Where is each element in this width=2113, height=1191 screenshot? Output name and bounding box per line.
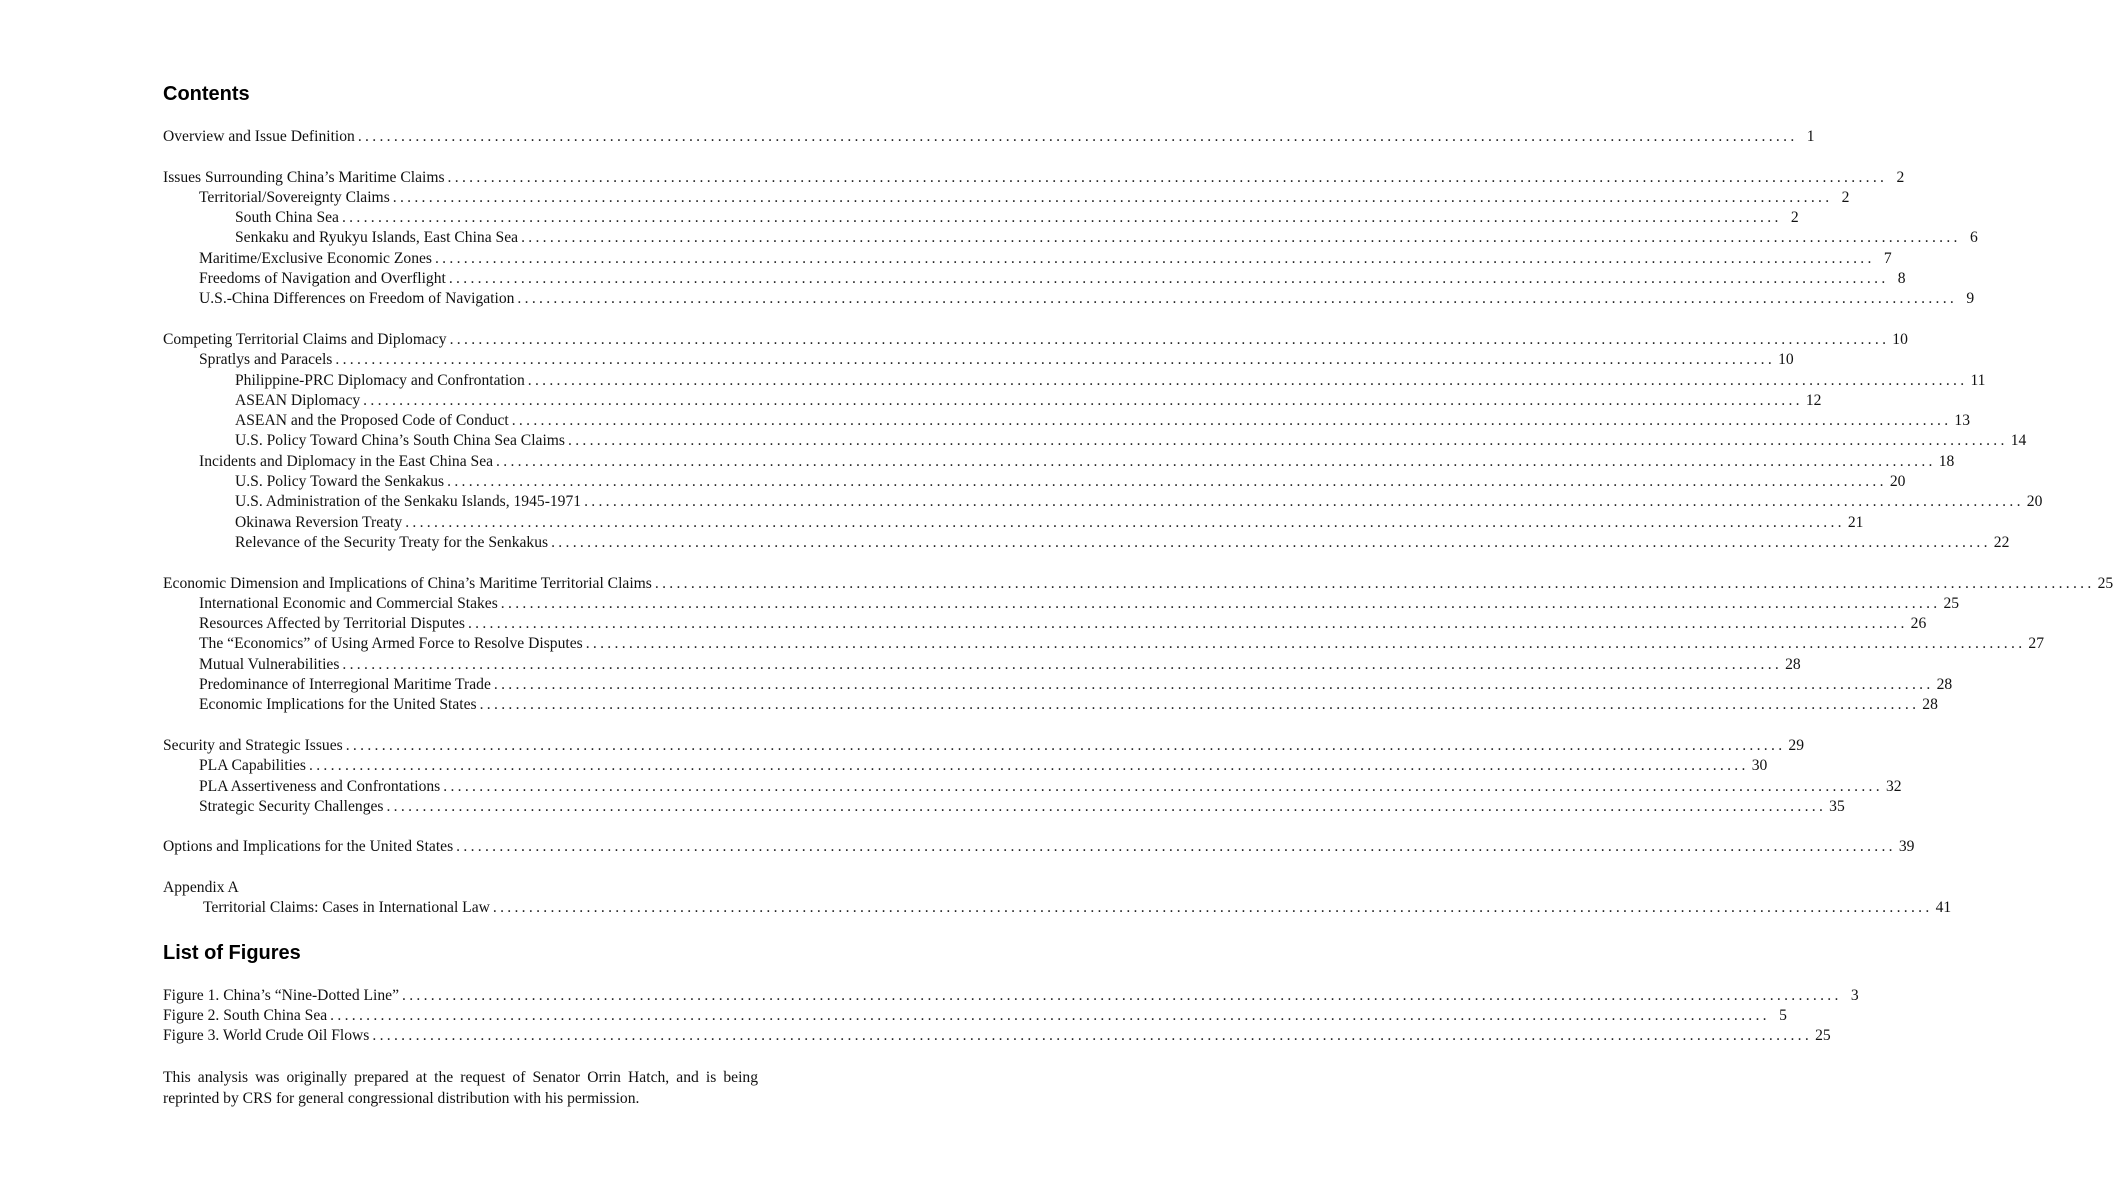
figures-heading: List of Figures — [163, 941, 301, 964]
dot-leader: ........................................................................................................................................................................................................ — [372, 1027, 1813, 1045]
dot-leader: ........................................................................................................................................................................................................ — [496, 452, 1936, 470]
toc-entry[interactable] — [163, 986, 1859, 1006]
toc-entry-page: 8 — [1897, 270, 1906, 288]
dot-leader: ........................................................................................................................................................................................................ — [363, 391, 1803, 409]
toc-entry-page: 35 — [1829, 797, 1845, 815]
dot-leader: ........................................................................................................................................................................................................ — [392, 188, 1833, 206]
dot-leader: ........................................................................................................................................................................................................ — [341, 209, 1782, 227]
toc-entry[interactable] — [163, 411, 1971, 431]
toc-entry[interactable] — [163, 289, 1975, 309]
toc-entry[interactable] — [163, 431, 2027, 451]
toc-entry-title: Maritime/Exclusive Economic Zones — [199, 249, 432, 267]
toc-section — [163, 330, 2043, 553]
toc-entry[interactable] — [163, 208, 1799, 228]
toc-section — [163, 127, 1815, 147]
toc-entry[interactable] — [163, 188, 1850, 208]
toc-entry-page: 26 — [1910, 615, 1927, 633]
dot-leader: ........................................................................................................................................................................................................ — [330, 1007, 1770, 1025]
toc-entry-title: Mutual Vulnerabilities — [199, 655, 340, 673]
toc-entry-title: Spratlys and Paracels — [199, 351, 333, 369]
toc-entry-title: PLA Assertiveness and Confrontations — [199, 777, 441, 795]
toc-entry[interactable] — [163, 1026, 1831, 1046]
toc-entry[interactable] — [163, 675, 1953, 695]
toc-entry-title: Relevance of the Security Treaty for the Senkakus — [235, 533, 549, 551]
dot-leader: ........................................................................................................................................................................................................ — [456, 838, 1896, 856]
toc-entry[interactable] — [163, 472, 1906, 492]
toc-entry-page: 11 — [1970, 371, 1986, 389]
toc-entry-page: 13 — [1954, 412, 1971, 430]
dot-leader: ........................................................................................................................................................................................................ — [527, 371, 1968, 389]
toc-entry[interactable] — [163, 634, 2044, 654]
toc-entry-page: 2 — [1841, 188, 1850, 206]
toc-entry[interactable] — [163, 898, 1952, 918]
toc-entry-page: 18 — [1938, 452, 1955, 470]
dot-leader: ........................................................................................................................................................................................................ — [521, 229, 1961, 247]
toc-entry[interactable] — [163, 249, 1892, 269]
toc-entry-title: Strategic Security Challenges — [199, 797, 384, 815]
dot-leader: ........................................................................................................................................................................................................ — [584, 493, 2024, 511]
toc-entry-page: 1 — [1806, 128, 1815, 145]
dot-leader: ........................................................................................................................................................................................................ — [447, 168, 1888, 186]
dot-leader: ........................................................................................................................................................................................................ — [467, 615, 1908, 633]
toc-entry-title: Overview and Issue Definition — [163, 128, 355, 145]
toc-entry-title: Options and Implications for the United States — [163, 838, 454, 856]
dot-leader: ........................................................................................................................................................................................................ — [434, 249, 1875, 267]
toc-entry[interactable] — [163, 350, 1794, 370]
toc-entry-title: Senkaku and Ryukyu Islands, East China Sea — [235, 229, 519, 247]
toc-entry-title: Figure 2. South China Sea — [163, 1007, 328, 1025]
dot-leader: ........................................................................................................................................................................................................ — [511, 412, 1952, 430]
dot-leader: ........................................................................................................................................................................................................ — [402, 986, 1842, 1004]
list-of-figures — [163, 986, 1859, 1047]
appendix-label: Appendix A — [163, 878, 239, 896]
toc-entry-title: International Economic and Commercial Stakes — [199, 594, 498, 612]
toc-entry-page: 27 — [2028, 635, 2044, 653]
dot-leader: ........................................................................................................................................................................................................ — [447, 473, 1887, 491]
toc-entry-title: Freedoms of Navigation and Overflight — [199, 270, 446, 288]
toc-entry-title: The “Economics” of Using Armed Force to Resolve Disputes — [199, 635, 583, 653]
dot-leader: ........................................................................................................................................................................................................ — [443, 777, 1883, 795]
table-of-contents — [163, 127, 2113, 858]
toc-entry-page: 30 — [1751, 757, 1768, 775]
toc-entry-title: ASEAN and the Proposed Code of Conduct — [235, 412, 509, 430]
toc-entry[interactable] — [163, 655, 1801, 675]
toc-entry-title: Security and Strategic Issues — [163, 736, 343, 754]
toc-entry-page: 21 — [1847, 513, 1864, 531]
toc-entry-page: 22 — [1993, 533, 2010, 551]
toc-entry[interactable] — [163, 695, 1938, 715]
toc-entry-page: 41 — [1935, 899, 1952, 917]
toc-entry[interactable] — [163, 797, 1845, 817]
toc-entry-page: 25 — [2097, 574, 2113, 592]
toc-section — [163, 837, 1915, 857]
toc-entry[interactable] — [163, 168, 1905, 188]
toc-entry-title: U.S.-China Differences on Freedom of Navigation — [199, 290, 515, 308]
toc-entry-title: Issues Surrounding China’s Maritime Claims — [163, 168, 445, 186]
dot-leader: ........................................................................................................................................................................................................ — [335, 351, 1776, 369]
toc-entry[interactable] — [163, 736, 1804, 756]
dot-leader: ........................................................................................................................................................................................................ — [449, 330, 1890, 348]
toc-entry-page: 20 — [1889, 473, 1906, 491]
toc-entry[interactable] — [163, 756, 1768, 776]
dot-leader: ........................................................................................................................................................................................................ — [309, 757, 1749, 775]
toc-entry-title: Competing Territorial Claims and Diplomacy — [163, 330, 447, 348]
toc-entry-page: 10 — [1892, 330, 1908, 348]
dot-leader: ........................................................................................................................................................................................................ — [492, 899, 1933, 917]
authorship-note: This analysis was originally prepared at the request of Senator Orrin Hatch, and is being reprinted by CRS for general congressional distribution with his permission. — [163, 1068, 758, 1107]
document-page — [163, 80, 2113, 1109]
dot-leader: ........................................................................................................................................................................................................ — [345, 736, 1786, 754]
toc-entry[interactable] — [163, 777, 1902, 797]
toc-entry-title: Resources Affected by Territorial Disputes — [199, 615, 465, 633]
toc-entry[interactable] — [163, 452, 1955, 472]
toc-entry-title: Philippine-PRC Diplomacy and Confrontation — [235, 371, 525, 389]
dot-leader: ........................................................................................................................................................................................................ — [551, 533, 1991, 551]
toc-entry[interactable] — [163, 513, 1864, 533]
toc-entry[interactable] — [163, 269, 1906, 289]
toc-entry[interactable] — [163, 228, 1978, 248]
toc-entry-page: 2 — [1790, 209, 1799, 227]
toc-entry-page: 14 — [2010, 432, 2027, 450]
toc-entry-page: 3 — [1850, 986, 1859, 1004]
dot-leader: ........................................................................................................................................................................................................ — [517, 290, 1958, 308]
toc-entry-page: 28 — [1936, 676, 1953, 694]
contents-heading: Contents — [163, 83, 250, 105]
toc-entry-title: Territorial/Sovereignty Claims — [199, 188, 390, 206]
dot-leader: ........................................................................................................................................................................................................ — [342, 655, 1783, 673]
toc-entry-title: Economic Dimension and Implications of China’s Maritime Territorial Claims — [163, 574, 652, 592]
toc-entry-page: 20 — [2026, 493, 2043, 511]
toc-entry[interactable] — [163, 574, 2113, 594]
toc-entry-title: South China Sea — [235, 209, 339, 227]
toc-entry-title: Predominance of Interregional Maritime Trade — [199, 676, 491, 694]
toc-section — [163, 736, 1902, 817]
toc-entry[interactable] — [163, 371, 1986, 391]
toc-entry-title: U.S. Policy Toward the Senkakus — [235, 473, 445, 491]
toc-entry-page: 10 — [1778, 351, 1794, 369]
toc-entry-page: 7 — [1883, 249, 1892, 267]
toc-entry[interactable] — [163, 533, 2010, 553]
toc-entry[interactable] — [163, 614, 1927, 634]
dot-leader: ........................................................................................................................................................................................................ — [448, 270, 1889, 288]
toc-entry-title: U.S. Administration of the Senkaku Islands, 1945-1971 — [235, 493, 582, 511]
dot-leader: ........................................................................................................................................................................................................ — [654, 574, 2095, 592]
toc-entry-title: Figure 1. China’s “Nine-Dotted Line” — [163, 986, 400, 1004]
dot-leader: ........................................................................................................................................................................................................ — [479, 696, 1920, 714]
toc-entry-page: 2 — [1896, 168, 1905, 186]
dot-leader: ........................................................................................................................................................................................................ — [500, 594, 1941, 612]
toc-entry-page: 12 — [1805, 391, 1822, 409]
toc-entry-page: 9 — [1966, 290, 1975, 308]
toc-entry-title: ASEAN Diplomacy — [235, 391, 361, 409]
toc-entry-page: 25 — [1943, 594, 1960, 612]
toc-entry[interactable] — [163, 837, 1915, 857]
toc-entry-title: Economic Implications for the United States — [199, 696, 477, 714]
toc-entry[interactable] — [163, 594, 1960, 614]
toc-entry-title: U.S. Policy Toward China’s South China Sea Claims — [235, 432, 565, 450]
toc-entry-page: 25 — [1815, 1027, 1831, 1045]
appendix-section — [163, 878, 1952, 919]
dot-leader: ........................................................................................................................................................................................................ — [493, 676, 1934, 694]
toc-section — [163, 168, 1978, 310]
toc-entry-page: 29 — [1788, 736, 1804, 754]
toc-entry-page: 28 — [1922, 696, 1938, 714]
toc-entry-page: 6 — [1969, 229, 1978, 247]
dot-leader: ........................................................................................................................................................................................................ — [568, 432, 2008, 450]
toc-entry[interactable] — [163, 1006, 1787, 1026]
toc-entry-title: Territorial Claims: Cases in International Law — [203, 899, 490, 917]
toc-entry-title: Okinawa Reversion Treaty — [235, 513, 403, 531]
toc-entry[interactable] — [163, 330, 1908, 350]
toc-entry[interactable] — [163, 127, 1815, 147]
toc-entry-page: 5 — [1779, 1007, 1787, 1025]
dot-leader: ........................................................................................................................................................................................................ — [405, 513, 1845, 531]
dot-leader: ........................................................................................................................................................................................................ — [386, 797, 1827, 815]
dot-leader: ........................................................................................................................................................................................................ — [357, 128, 1798, 145]
toc-section — [163, 574, 2113, 716]
toc-entry-page: 39 — [1898, 838, 1915, 856]
toc-entry[interactable] — [163, 492, 2043, 512]
toc-entry[interactable] — [163, 391, 1822, 411]
toc-entry-page: 28 — [1785, 655, 1801, 673]
toc-entry-title: PLA Capabilities — [199, 757, 306, 775]
toc-entry-title: Figure 3. World Crude Oil Flows — [163, 1027, 370, 1045]
dot-leader: ........................................................................................................................................................................................................ — [585, 635, 2026, 653]
toc-entry-page: 32 — [1885, 777, 1902, 795]
toc-entry-title: Incidents and Diplomacy in the East China Sea — [199, 452, 494, 470]
